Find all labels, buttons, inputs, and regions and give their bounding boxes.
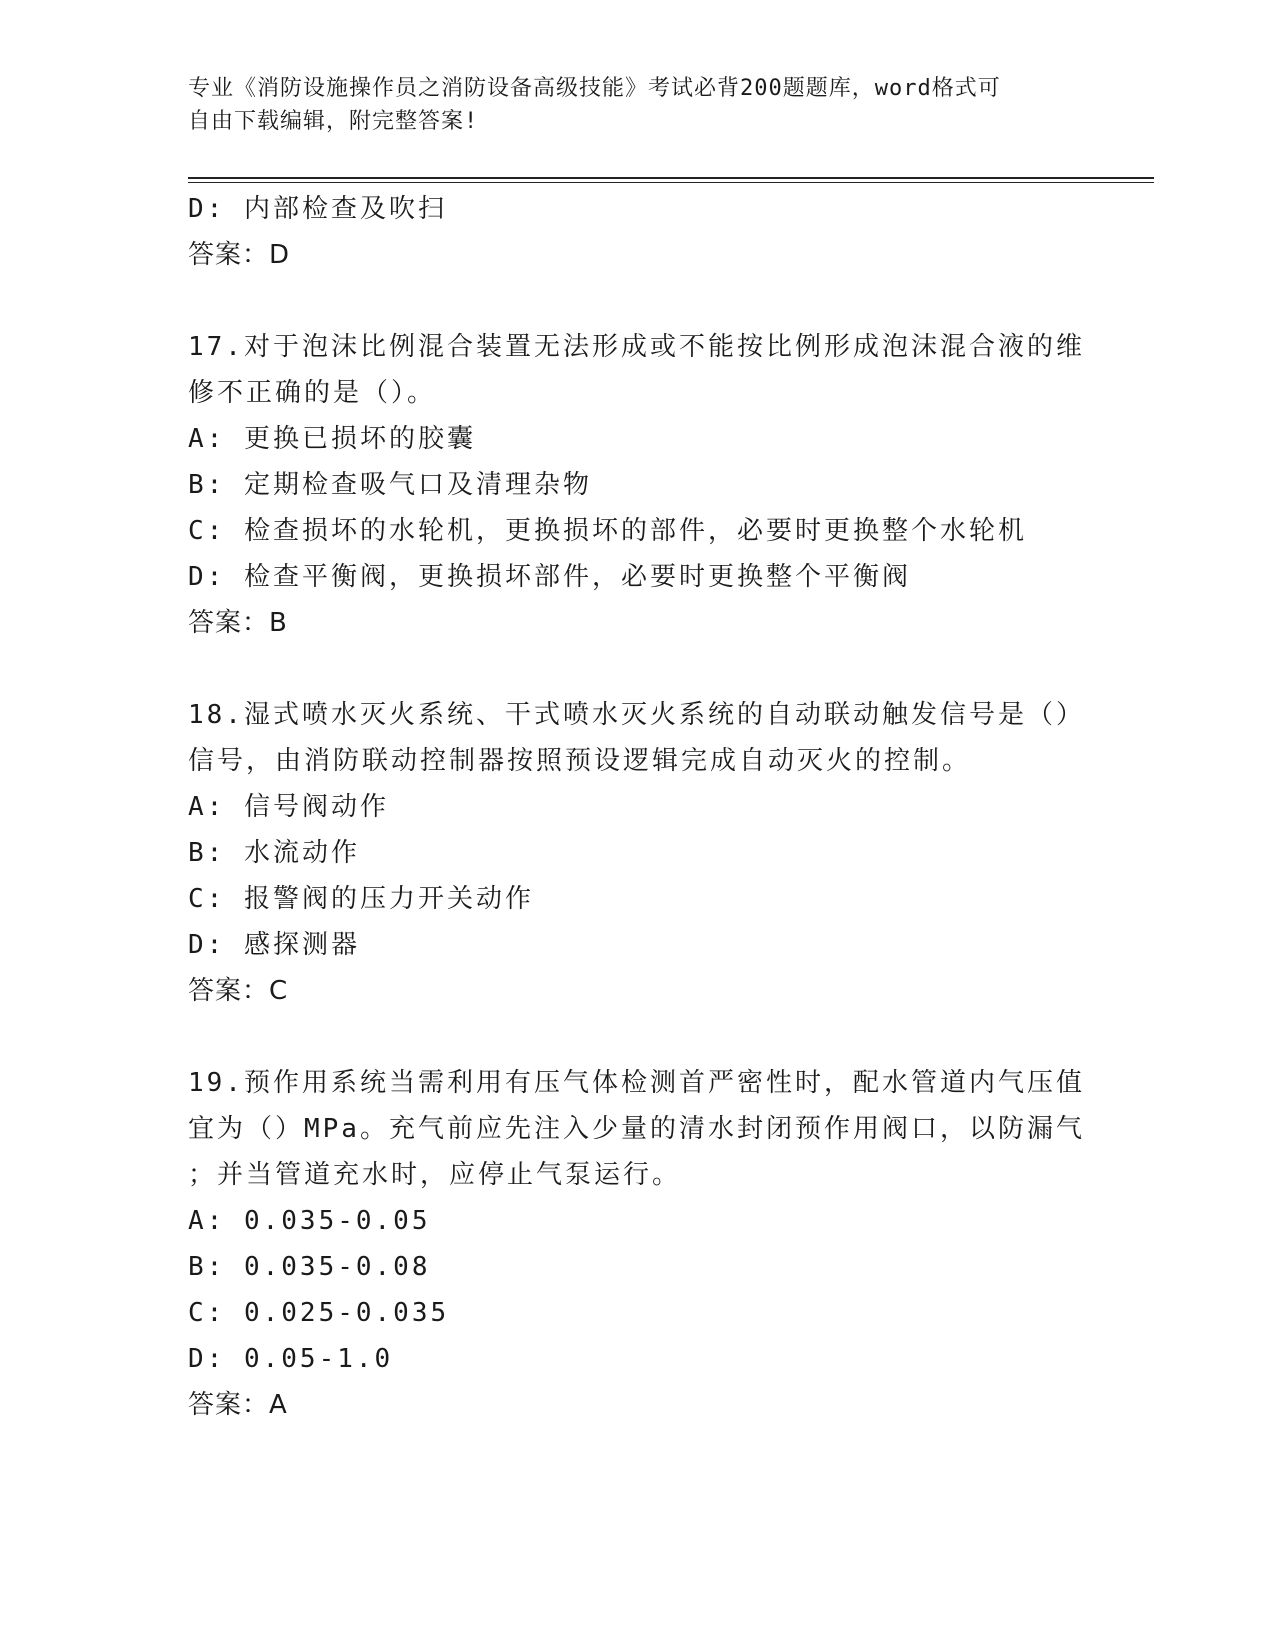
option-c: C: 0.025-0.035 xyxy=(188,1298,450,1328)
document-body xyxy=(188,186,1088,1428)
option-d: D: 0.05-1.0 xyxy=(188,1344,394,1374)
answer-line: 答案：A xyxy=(188,1390,288,1420)
question-19 xyxy=(188,1060,1088,1428)
header-divider-thick xyxy=(188,177,1154,179)
header-title-line-1: 专业《消防设施操作员之消防设备高级技能》考试必背200题题库，word格式可 xyxy=(188,76,1001,101)
option-a: A: 信号阀动作 xyxy=(188,792,389,822)
question-17 xyxy=(188,324,1088,646)
document-header xyxy=(188,72,1068,138)
spacer xyxy=(188,1014,1088,1060)
option-c: C: 报警阀的压力开关动作 xyxy=(188,884,534,914)
answer-line: 答案：B xyxy=(188,608,288,638)
previous-question-tail xyxy=(188,186,1088,278)
spacer xyxy=(188,278,1088,324)
option-d: D: 内部检查及吹扫 xyxy=(188,194,447,224)
question-stem-line: 17.对于泡沫比例混合装置无法形成或不能按比例形成泡沫混合液的维 xyxy=(188,332,1085,362)
question-stem-line: ；并当管道充水时，应停止气泵运行。 xyxy=(188,1160,682,1190)
option-d: D: 感探测器 xyxy=(188,930,360,960)
question-stem-line: 修不正确的是（）。 xyxy=(188,378,437,408)
question-stem-line: 宜为（）MPa。充气前应先注入少量的清水封闭预作用阀口，以防漏气 xyxy=(188,1114,1085,1144)
option-c: C: 检查损坏的水轮机，更换损坏的部件，必要时更换整个水轮机 xyxy=(188,516,1027,546)
header-divider-thin xyxy=(188,182,1154,183)
option-b: B: 定期检查吸气口及清理杂物 xyxy=(188,470,592,500)
option-b: B: 水流动作 xyxy=(188,838,360,868)
answer-line: 答案：C xyxy=(188,976,289,1006)
header-title-line-2: 自由下载编辑，附完整答案! xyxy=(188,109,479,134)
option-a: A: 更换已损坏的胶囊 xyxy=(188,424,476,454)
question-18 xyxy=(188,692,1088,1014)
answer-line: 答案：D xyxy=(188,240,291,270)
question-stem-line: 18.湿式喷水灭火系统、干式喷水灭火系统的自动联动触发信号是（） xyxy=(188,700,1085,730)
spacer xyxy=(188,646,1088,692)
question-stem-line: 信号，由消防联动控制器按照预设逻辑完成自动灭火的控制。 xyxy=(188,746,972,776)
option-a: A: 0.035-0.05 xyxy=(188,1206,431,1236)
option-b: B: 0.035-0.08 xyxy=(188,1252,431,1282)
option-d: D: 检查平衡阀，更换损坏部件，必要时更换整个平衡阀 xyxy=(188,562,911,592)
question-stem-line: 19.预作用系统当需利用有压气体检测首严密性时，配水管道内气压值 xyxy=(188,1068,1085,1098)
